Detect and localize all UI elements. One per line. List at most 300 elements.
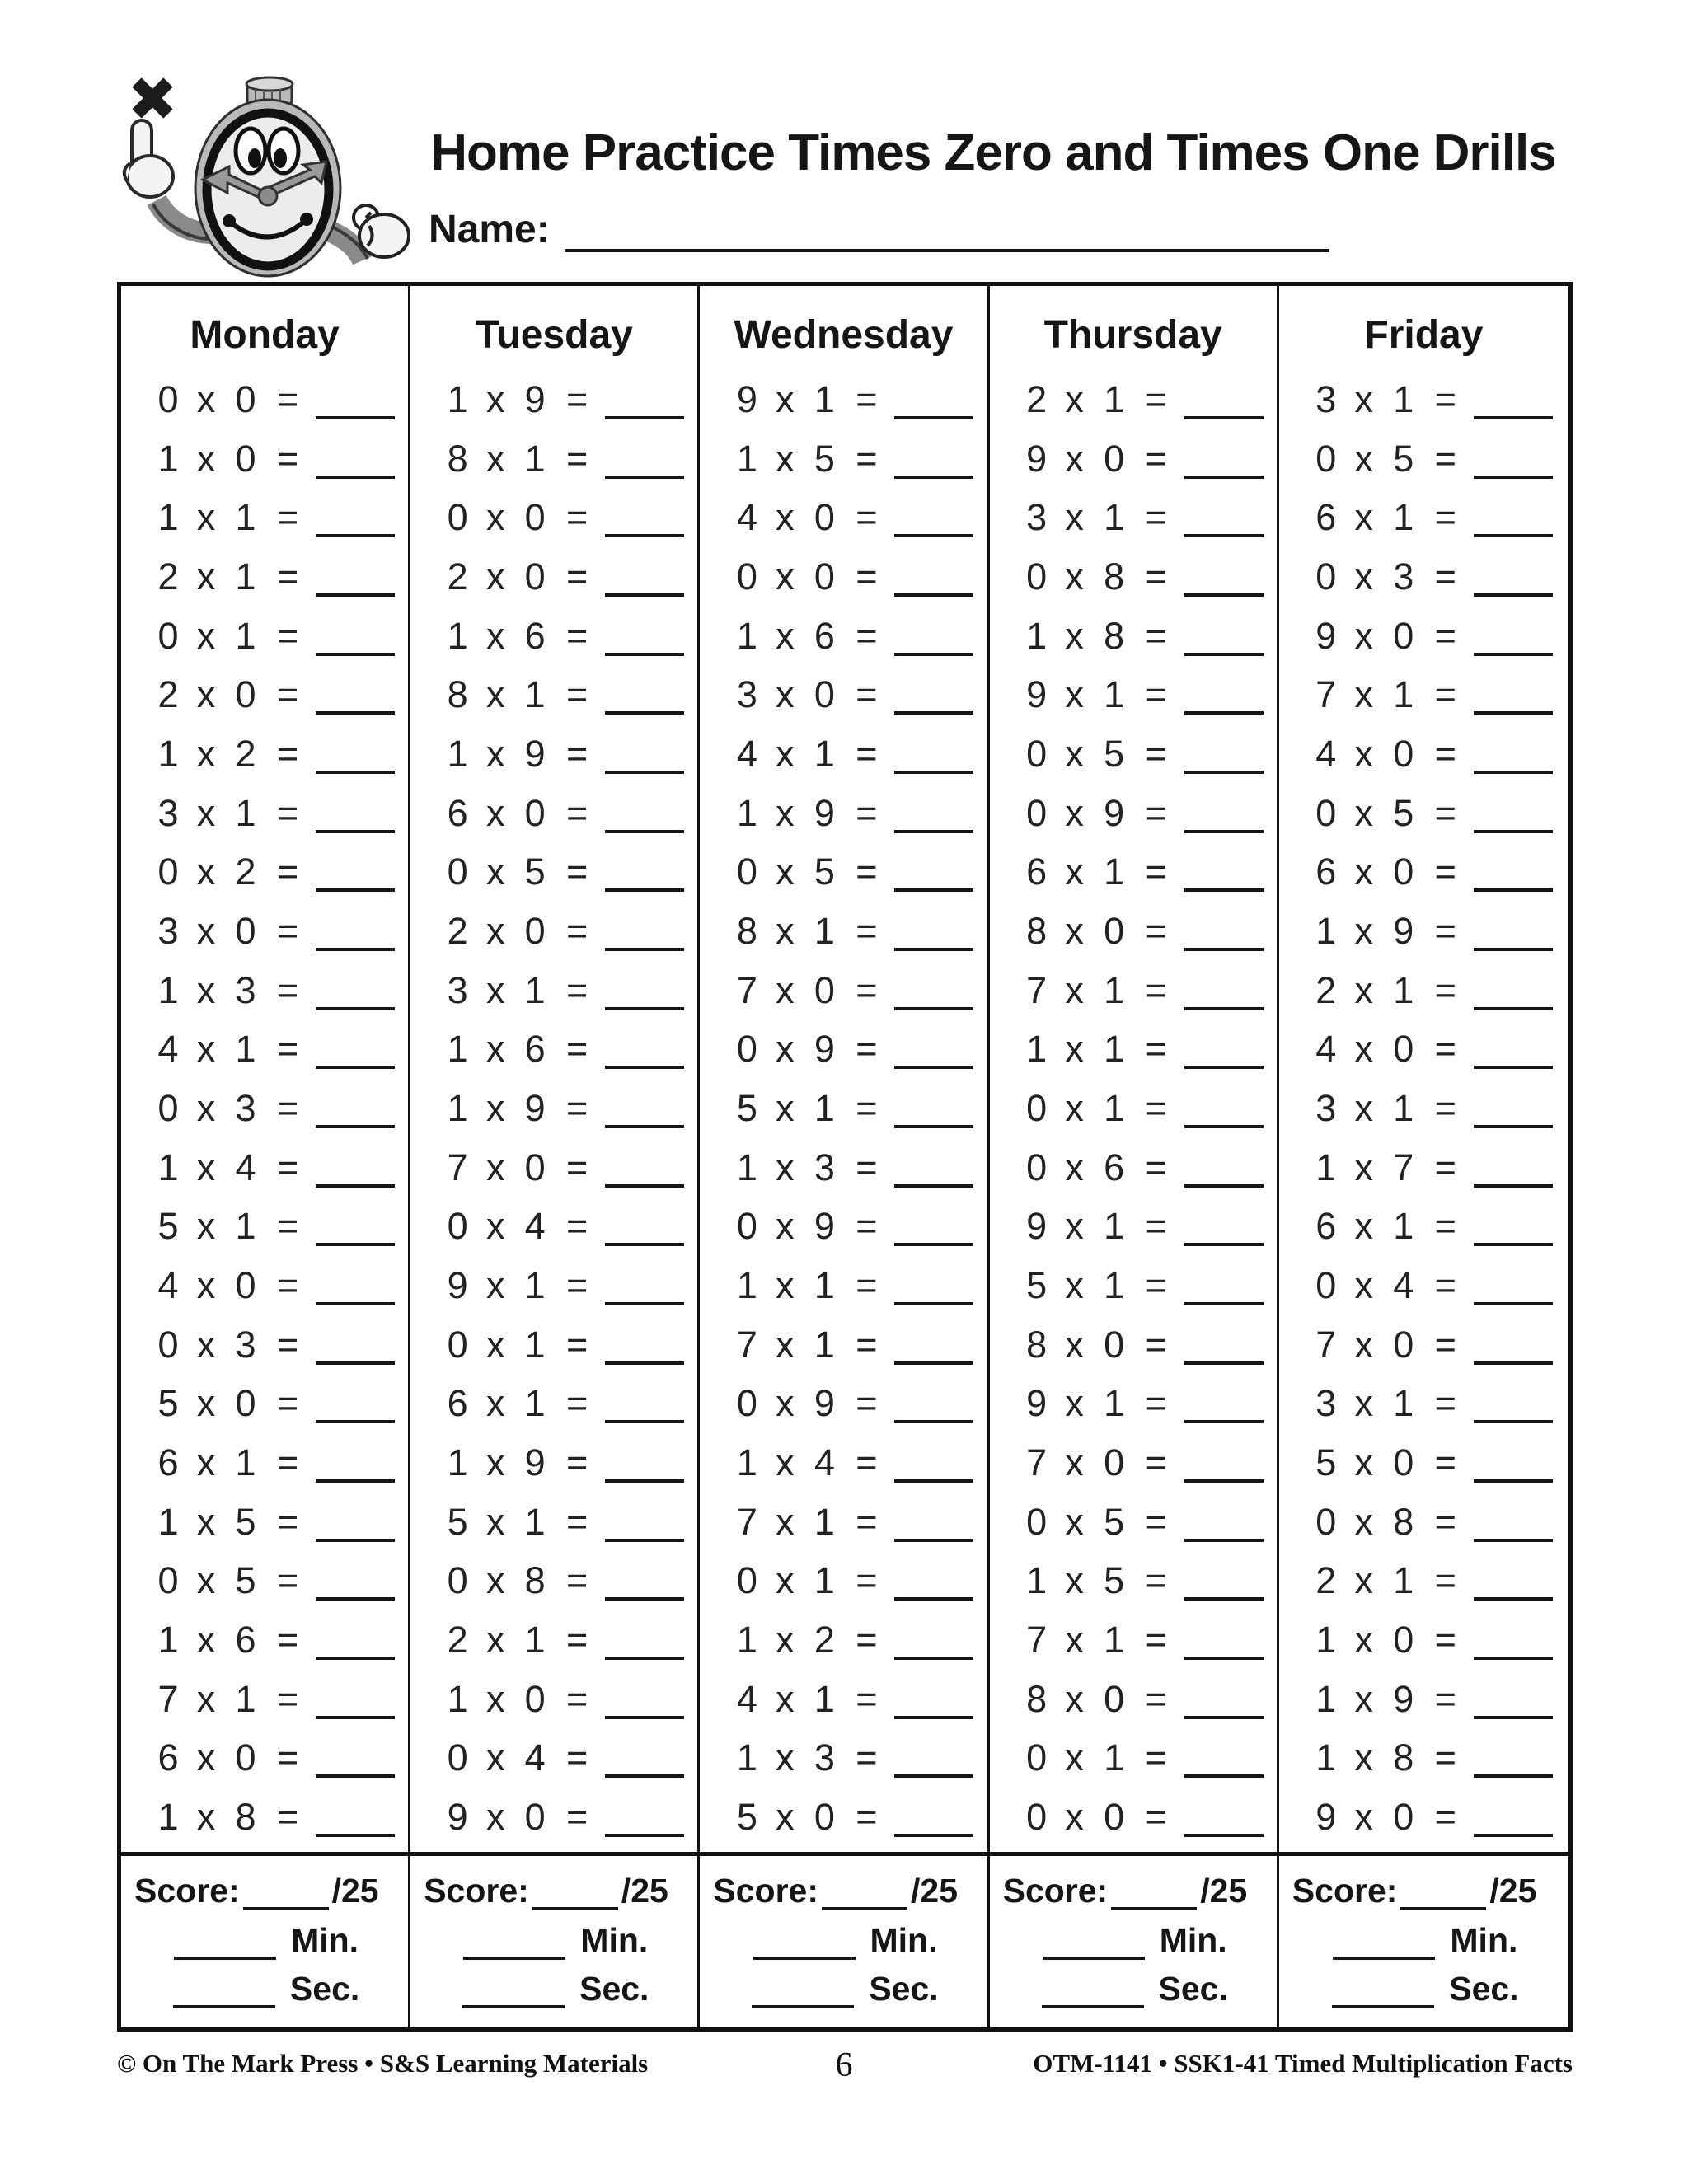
equals-symbol: =: [856, 791, 878, 834]
times-symbol: x: [776, 1263, 795, 1306]
factor-2: 3: [814, 1736, 835, 1779]
factor-1: 1: [736, 1736, 757, 1779]
equals-symbol: =: [566, 1677, 588, 1720]
answer-blank: [1184, 1834, 1264, 1837]
factor-1: 0: [1315, 791, 1337, 834]
factor-2: 0: [1393, 1441, 1414, 1483]
times-symbol: x: [776, 437, 795, 480]
factor-1: 0: [736, 1559, 757, 1602]
factor-1: 1: [447, 1028, 468, 1071]
problem-row: [410, 1087, 697, 1130]
times-symbol: x: [1354, 377, 1374, 420]
equals-symbol: =: [1434, 968, 1456, 1011]
factor-2: 1: [814, 1323, 835, 1366]
factor-2: 1: [524, 968, 546, 1011]
seconds-label: Sec.: [869, 1970, 939, 2008]
problem-row: [990, 969, 1277, 1012]
problem-row: [990, 438, 1277, 480]
problem-row: [121, 615, 408, 658]
equals-symbol: =: [1145, 1086, 1167, 1129]
factor-1: 1: [447, 1677, 468, 1720]
factor-2: 1: [1393, 968, 1414, 1011]
answer-blank: [605, 1125, 684, 1128]
factor-1: 1: [736, 1263, 757, 1306]
factor-2: 0: [524, 909, 546, 952]
equals-symbol: =: [566, 1146, 588, 1188]
equals-symbol: =: [1434, 496, 1456, 539]
problem-row: [700, 1264, 987, 1307]
factor-1: 0: [447, 496, 468, 539]
answer-blank: [316, 653, 395, 656]
equals-symbol: =: [566, 1618, 588, 1661]
answer-blank: [894, 1716, 973, 1719]
factor-2: 1: [524, 1500, 546, 1543]
times-symbol: x: [776, 909, 795, 952]
times-symbol: x: [776, 1028, 795, 1071]
factor-1: 1: [157, 732, 179, 775]
times-symbol: x: [776, 1736, 795, 1779]
equals-symbol: =: [566, 791, 588, 834]
answer-blank: [1184, 416, 1264, 419]
factor-1: 4: [736, 732, 757, 775]
factor-1: 5: [736, 1086, 757, 1129]
times-symbol: x: [1065, 1677, 1084, 1720]
times-symbol: x: [485, 1441, 505, 1483]
factor-2: 1: [814, 1559, 835, 1602]
times-symbol: x: [1354, 614, 1374, 657]
equals-symbol: =: [1145, 791, 1167, 834]
equals-symbol: =: [566, 1382, 588, 1425]
factor-2: 1: [235, 1205, 256, 1248]
answer-blank: [894, 534, 973, 537]
factor-1: 1: [157, 1618, 179, 1661]
problem-row: [990, 1205, 1277, 1248]
factor-1: 6: [1315, 1205, 1337, 1248]
answer-blank: [1184, 653, 1264, 656]
factor-2: 9: [814, 1205, 835, 1248]
name-row: [429, 204, 1329, 252]
factor-1: 1: [447, 1441, 468, 1483]
problem-row: [121, 1087, 408, 1130]
factor-2: 1: [814, 909, 835, 952]
factor-2: 7: [1393, 1146, 1414, 1188]
equals-symbol: =: [1434, 555, 1456, 598]
problem-row: [700, 1146, 987, 1189]
times-symbol: x: [485, 1086, 505, 1129]
factor-1: 0: [157, 1559, 179, 1602]
factor-1: 8: [1026, 909, 1048, 952]
answer-blank: [605, 711, 684, 715]
equals-symbol: =: [1145, 1263, 1167, 1306]
factor-1: 7: [157, 1677, 179, 1720]
answer-blank: [316, 1125, 395, 1128]
answer-blank: [1184, 1657, 1264, 1660]
answer-blank: [605, 1774, 684, 1778]
answer-blank: [316, 1243, 395, 1246]
equals-symbol: =: [1434, 1559, 1456, 1602]
equals-symbol: =: [856, 437, 878, 480]
equals-symbol: =: [856, 909, 878, 952]
factor-1: 1: [447, 1086, 468, 1129]
times-symbol: x: [196, 968, 216, 1011]
times-symbol: x: [1354, 1323, 1374, 1366]
problem-row: [410, 378, 697, 421]
equals-symbol: =: [1145, 673, 1167, 716]
footer-product-code: OTM-1141 • SSK1-41 Timed Multiplication Facts: [1033, 2049, 1573, 2078]
factor-2: 0: [235, 1382, 256, 1425]
equals-symbol: =: [1145, 851, 1167, 893]
answer-blank: [894, 1774, 973, 1778]
answer-blank: [1184, 1716, 1264, 1719]
factor-1: 7: [1315, 1323, 1337, 1366]
times-symbol: x: [776, 1677, 795, 1720]
page-title: Home Practice Times Zero and Times One Drills: [430, 124, 1556, 181]
factor-1: 1: [447, 377, 468, 420]
factor-2: 8: [235, 1795, 256, 1838]
factor-1: 1: [736, 791, 757, 834]
factor-2: 4: [814, 1441, 835, 1483]
problem-row: [1279, 1501, 1568, 1544]
equals-symbol: =: [856, 1086, 878, 1129]
times-symbol: x: [196, 1263, 216, 1306]
equals-symbol: =: [276, 1618, 299, 1661]
equals-symbol: =: [276, 1677, 299, 1720]
factor-1: 0: [447, 1205, 468, 1248]
answer-blank: [1474, 1657, 1553, 1660]
equals-symbol: =: [566, 1795, 588, 1838]
answer-blank: [1474, 1834, 1553, 1837]
problem-row: [410, 1501, 697, 1544]
problem-list: [700, 370, 987, 1852]
problem-row: [700, 1501, 987, 1544]
factor-2: 8: [524, 1559, 546, 1602]
factor-1: 1: [157, 1500, 179, 1543]
times-symbol: x: [1065, 1441, 1084, 1483]
score-denominator: /25: [1489, 1871, 1537, 1910]
times-symbol: x: [485, 1736, 505, 1779]
factor-1: 0: [736, 851, 757, 893]
day-column-wednesday: [700, 286, 989, 2027]
equals-symbol: =: [1145, 614, 1167, 657]
equals-symbol: =: [1145, 1559, 1167, 1602]
factor-1: 0: [1315, 555, 1337, 598]
times-symbol: x: [776, 732, 795, 775]
answer-blank: [1474, 1539, 1553, 1542]
times-symbol: x: [196, 673, 216, 716]
factor-2: 1: [524, 437, 546, 480]
factor-2: 1: [235, 555, 256, 598]
score-line: [417, 1872, 691, 1910]
factor-1: 0: [1315, 437, 1337, 480]
equals-symbol: =: [276, 909, 299, 952]
factor-1: 8: [447, 673, 468, 716]
factor-1: 1: [736, 1146, 757, 1188]
times-symbol: x: [776, 673, 795, 716]
seconds-blank: [462, 1975, 565, 2008]
times-symbol: x: [1065, 732, 1084, 775]
factor-2: 9: [524, 1086, 546, 1129]
problem-row: [990, 1736, 1277, 1779]
times-symbol: x: [1065, 968, 1084, 1011]
minutes-label: Min.: [291, 1920, 359, 1959]
factor-1: 0: [1026, 1146, 1048, 1188]
answer-blank: [605, 1007, 684, 1010]
problem-row: [1279, 792, 1568, 835]
factor-1: 2: [1026, 377, 1048, 420]
factor-1: 7: [1026, 1618, 1048, 1661]
equals-symbol: =: [856, 496, 878, 539]
equals-symbol: =: [1434, 1795, 1456, 1838]
score-blank: [532, 1877, 618, 1910]
answer-blank: [605, 1066, 684, 1069]
factor-1: 6: [157, 1441, 179, 1483]
answer-blank: [1184, 771, 1264, 774]
factor-1: 5: [1026, 1263, 1048, 1306]
score-label: Score:: [134, 1871, 240, 1910]
times-symbol: x: [776, 1441, 795, 1483]
times-symbol: x: [1065, 555, 1084, 598]
answer-blank: [894, 1125, 973, 1128]
answer-blank: [894, 1066, 973, 1069]
equals-symbol: =: [856, 1323, 878, 1366]
factor-2: 0: [524, 555, 546, 598]
score-denominator: /25: [331, 1871, 379, 1910]
answer-blank: [605, 1361, 684, 1365]
times-symbol: x: [1354, 1263, 1374, 1306]
equals-symbol: =: [856, 732, 878, 775]
factor-2: 0: [235, 1263, 256, 1306]
times-symbol: x: [1065, 1263, 1084, 1306]
seconds-blank: [173, 1975, 275, 2008]
day-header: Friday: [1364, 312, 1484, 357]
answer-blank: [1184, 1184, 1264, 1188]
factor-1: 9: [447, 1795, 468, 1838]
factor-1: 6: [1026, 851, 1048, 893]
equals-symbol: =: [1145, 909, 1167, 952]
factor-2: 5: [1104, 1559, 1125, 1602]
factor-2: 0: [1104, 909, 1125, 952]
times-symbol: x: [776, 1795, 795, 1838]
times-symbol: x: [1065, 851, 1084, 893]
factor-2: 1: [814, 732, 835, 775]
equals-symbol: =: [276, 732, 299, 775]
equals-symbol: =: [856, 673, 878, 716]
multiplication-icon: [137, 82, 168, 114]
times-symbol: x: [1354, 1205, 1374, 1248]
factor-2: 1: [1393, 377, 1414, 420]
factor-2: 5: [814, 851, 835, 893]
factor-1: 3: [157, 791, 179, 834]
times-symbol: x: [485, 614, 505, 657]
answer-blank: [316, 1007, 395, 1010]
factor-1: 0: [1026, 1500, 1048, 1543]
equals-symbol: =: [1434, 732, 1456, 775]
factor-2: 5: [1393, 437, 1414, 480]
factor-2: 4: [524, 1736, 546, 1779]
equals-symbol: =: [856, 1205, 878, 1248]
problem-row: [990, 673, 1277, 716]
factor-2: 1: [1104, 1086, 1125, 1129]
times-symbol: x: [1065, 377, 1084, 420]
factor-1: 0: [1315, 1500, 1337, 1543]
answer-blank: [605, 1716, 684, 1719]
equals-symbol: =: [1145, 1028, 1167, 1071]
times-symbol: x: [1065, 1618, 1084, 1661]
times-symbol: x: [1065, 1736, 1084, 1779]
times-symbol: x: [485, 1146, 505, 1188]
equals-symbol: =: [276, 1559, 299, 1602]
factor-2: 8: [1393, 1736, 1414, 1779]
times-symbol: x: [196, 437, 216, 480]
factor-2: 1: [235, 1028, 256, 1071]
factor-1: 3: [157, 909, 179, 952]
equals-symbol: =: [1434, 909, 1456, 952]
times-symbol: x: [485, 909, 505, 952]
factor-2: 5: [524, 851, 546, 893]
answer-blank: [316, 1420, 395, 1423]
problem-row: [1279, 615, 1568, 658]
times-symbol: x: [1065, 1205, 1084, 1248]
equals-symbol: =: [1145, 555, 1167, 598]
problem-row: [700, 438, 987, 480]
factor-1: 5: [447, 1500, 468, 1543]
answer-blank: [605, 830, 684, 833]
name-label: Name:: [429, 208, 550, 251]
times-symbol: x: [485, 496, 505, 539]
problem-row: [1279, 1619, 1568, 1661]
times-symbol: x: [196, 1795, 216, 1838]
equals-symbol: =: [1145, 1146, 1167, 1188]
answer-blank: [894, 1243, 973, 1246]
problem-row: [700, 378, 987, 421]
factor-2: 0: [1393, 851, 1414, 893]
answer-blank: [894, 593, 973, 597]
factor-1: 0: [736, 1382, 757, 1425]
times-symbol: x: [1065, 614, 1084, 657]
factor-1: 0: [447, 1559, 468, 1602]
factor-1: 0: [1315, 1263, 1337, 1306]
answer-blank: [1184, 948, 1264, 951]
times-symbol: x: [1065, 1382, 1084, 1425]
factor-2: 0: [1393, 1795, 1414, 1838]
factor-1: 0: [1026, 791, 1048, 834]
equals-symbol: =: [566, 1323, 588, 1366]
answer-blank: [605, 653, 684, 656]
factor-1: 1: [1026, 1028, 1048, 1071]
equals-symbol: =: [276, 555, 299, 598]
equals-symbol: =: [276, 968, 299, 1011]
times-symbol: x: [1065, 1323, 1084, 1366]
times-symbol: x: [485, 968, 505, 1011]
factor-2: 1: [235, 1677, 256, 1720]
answer-blank: [1474, 416, 1553, 419]
factor-1: 3: [1315, 1382, 1337, 1425]
score-label: Score:: [424, 1871, 529, 1910]
problem-row: [990, 1264, 1277, 1307]
equals-symbol: =: [1434, 1086, 1456, 1129]
answer-blank: [894, 948, 973, 951]
score-label: Score:: [1292, 1871, 1398, 1910]
times-symbol: x: [485, 1618, 505, 1661]
problem-row: [1279, 378, 1568, 421]
factor-1: 8: [447, 437, 468, 480]
times-symbol: x: [196, 1205, 216, 1248]
answer-blank: [1184, 1420, 1264, 1423]
times-symbol: x: [196, 1086, 216, 1129]
minutes-blank: [753, 1927, 856, 1960]
factor-1: 0: [157, 1086, 179, 1129]
factor-1: 4: [1315, 732, 1337, 775]
factor-1: 8: [1026, 1323, 1048, 1366]
times-symbol: x: [196, 1736, 216, 1779]
times-symbol: x: [485, 732, 505, 775]
equals-symbol: =: [276, 1500, 299, 1543]
problem-row: [990, 1087, 1277, 1130]
answer-blank: [1184, 476, 1264, 479]
factor-1: 2: [1315, 1559, 1337, 1602]
problem-row: [121, 1441, 408, 1484]
factor-2: 5: [814, 437, 835, 480]
problem-row: [1279, 1205, 1568, 1248]
problem-row: [121, 1205, 408, 1248]
answer-blank: [894, 476, 973, 479]
equals-symbol: =: [276, 1795, 299, 1838]
factor-2: 0: [1393, 1323, 1414, 1366]
minutes-line: [128, 1921, 401, 1960]
problem-row: [121, 1146, 408, 1189]
answer-blank: [1184, 1597, 1264, 1601]
problem-row: [410, 438, 697, 480]
times-symbol: x: [1065, 1028, 1084, 1071]
equals-symbol: =: [856, 1736, 878, 1779]
times-symbol: x: [776, 555, 795, 598]
equals-symbol: =: [566, 1028, 588, 1071]
factor-2: 2: [814, 1618, 835, 1661]
factor-1: 3: [447, 968, 468, 1011]
factor-2: 0: [814, 673, 835, 716]
equals-symbol: =: [1434, 1263, 1456, 1306]
problem-row: [990, 1146, 1277, 1189]
problem-list: [990, 370, 1277, 1852]
seconds-line: [1286, 1970, 1562, 2008]
factor-1: 9: [1026, 1382, 1048, 1425]
factor-1: 2: [157, 555, 179, 598]
answer-blank: [316, 1479, 395, 1483]
answer-blank: [894, 1657, 973, 1660]
answer-blank: [1474, 771, 1553, 774]
equals-symbol: =: [276, 496, 299, 539]
factor-1: 6: [157, 1736, 179, 1779]
times-symbol: x: [1065, 496, 1084, 539]
stopwatch-mascot: [106, 64, 435, 288]
problem-row: [990, 615, 1277, 658]
answer-blank: [1474, 1774, 1553, 1778]
worksheet-table: [117, 282, 1573, 2032]
problem-row: [700, 1324, 987, 1366]
times-symbol: x: [196, 1500, 216, 1543]
score-box: [410, 1852, 697, 2027]
score-box: [700, 1852, 987, 2027]
equals-symbol: =: [1434, 437, 1456, 480]
times-symbol: x: [196, 1559, 216, 1602]
equals-symbol: =: [856, 377, 878, 420]
answer-blank: [894, 416, 973, 419]
factor-1: 1: [736, 437, 757, 480]
answer-blank: [1474, 711, 1553, 715]
problem-list: [410, 370, 697, 1852]
factor-1: 1: [1315, 1736, 1337, 1779]
factor-1: 4: [157, 1028, 179, 1071]
